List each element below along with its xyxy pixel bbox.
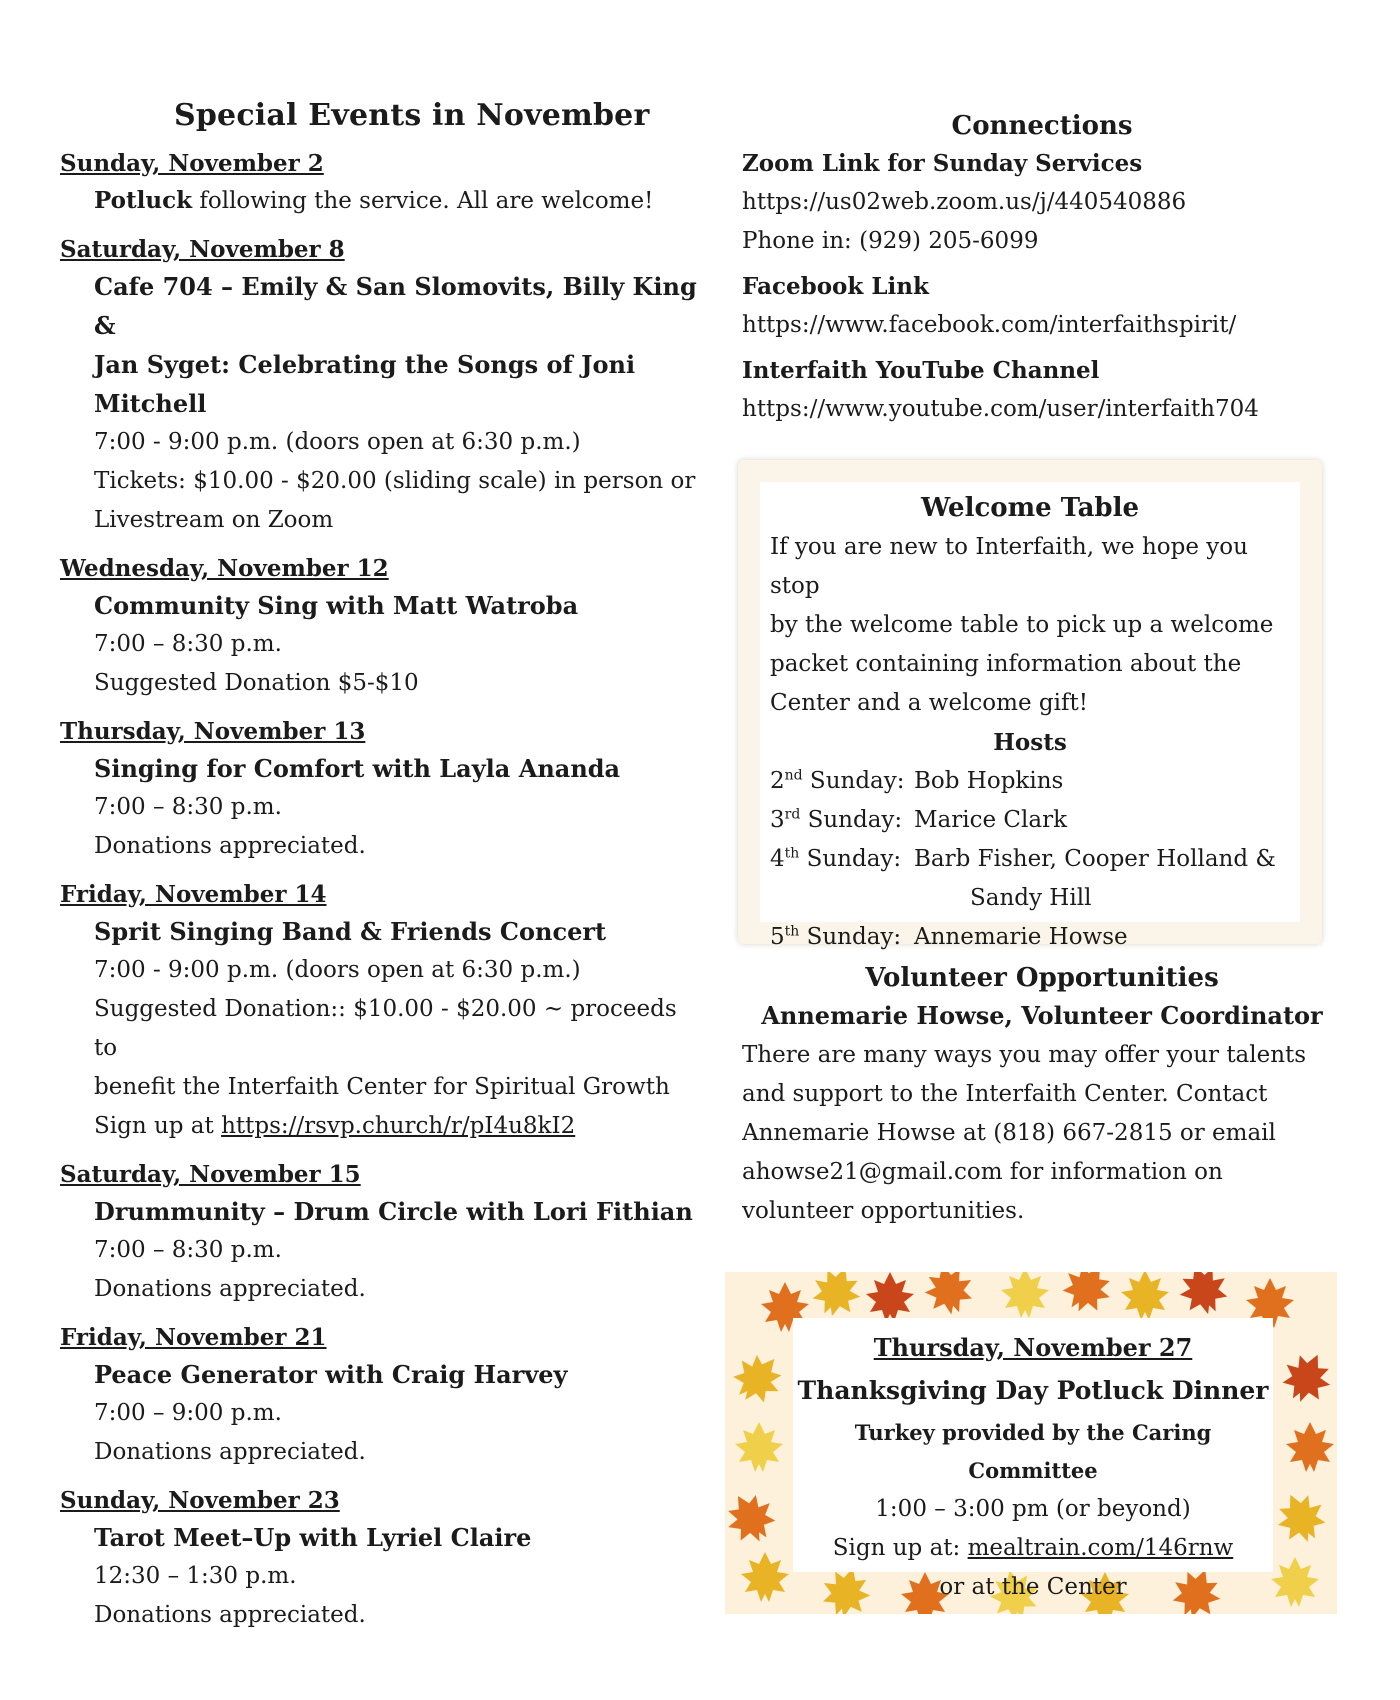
facebook-label: Facebook Link (742, 273, 929, 300)
thanksgiving-subtitle: Turkey provided by the Caring Committee (854, 1420, 1212, 1483)
event-note: Suggested Donation:: $10.00 - $20.00 ~ proceeds to (94, 996, 677, 1061)
event-time: 12:30 – 1:30 p.m. (94, 1563, 297, 1589)
event-time: 7:00 – 8:30 p.m. (94, 794, 282, 820)
welcome-table-box (738, 460, 1322, 950)
hosts-title: Hosts (993, 729, 1067, 756)
event-date: Saturday, November 15 (60, 1161, 361, 1188)
event-time: 7:00 – 8:30 p.m. (94, 1237, 282, 1263)
mealtrain-link[interactable]: mealtrain.com/146rnw (967, 1535, 1234, 1561)
event-item (60, 1158, 700, 1309)
event-time: 7:00 - 9:00 p.m. (doors open at 6:30 p.m.) (94, 957, 581, 983)
host-names: Bob Hopkins (914, 768, 1064, 794)
event-tickets: Tickets: $10.00 - $20.00 (sliding scale) in person or (94, 468, 696, 494)
thanksgiving-alt: or at the Center (939, 1574, 1127, 1600)
event-title: Community Sing with Matt Watroba (94, 591, 579, 620)
welcome-text-line: Center and a welcome gift! (770, 690, 1088, 716)
event-title: Sprit Singing Band & Friends Concert (94, 917, 607, 946)
welcome-text-line: If you are new to Interfaith, we hope you stop (770, 534, 1248, 599)
event-item (60, 552, 700, 703)
event-note: Donations appreciated. (94, 1439, 366, 1465)
event-signup: Sign up at https://rsvp.church/r/pI4u8kI2 (94, 1113, 576, 1139)
facebook-link[interactable]: https://www.facebook.com/interfaithspirit/ (742, 312, 1237, 338)
event-note: Donations appreciated. (94, 1276, 366, 1302)
host-row: 2nd Sunday: Bob Hopkins (770, 767, 1064, 794)
event-note: Donations appreciated. (94, 1602, 366, 1628)
event-time: 7:00 – 8:30 p.m. (94, 631, 282, 657)
event-item (60, 147, 700, 221)
special-events-column (60, 98, 700, 1647)
volunteer-title: Volunteer Opportunities (865, 963, 1219, 993)
event-title: Singing for Comfort with Layla Ananda (94, 754, 621, 783)
volunteer-email-line: ahowse21@gmail.com for information on (742, 1159, 1223, 1185)
volunteer-text-line: Annemarie Howse at (818) 667-2815 or email (742, 1120, 1276, 1146)
event-note: benefit the Interfaith Center for Spiritual Growth (94, 1074, 670, 1100)
youtube-label: Interfaith YouTube Channel (742, 357, 1100, 384)
event-description: Potluck following the service. All are welcome! (94, 187, 654, 214)
host-row: 4th Sunday: Barb Fisher, Cooper Holland & (770, 845, 1276, 872)
event-date: Thursday, November 13 (60, 718, 366, 745)
connections-section (742, 108, 1342, 435)
event-time: 7:00 – 9:00 p.m. (94, 1400, 282, 1426)
youtube-link[interactable]: https://www.youtube.com/user/interfaith704 (742, 396, 1259, 422)
event-time: 7:00 - 9:00 p.m. (doors open at 6:30 p.m.) (94, 429, 581, 455)
thanksgiving-date: Thursday, November 27 (873, 1333, 1193, 1362)
volunteer-text-line: There are many ways you may offer your talents (742, 1042, 1307, 1068)
connections-title: Connections (951, 111, 1133, 141)
event-item (60, 1484, 700, 1635)
event-title: Jan Syget: Celebrating the Songs of Joni Mitchell (94, 350, 636, 418)
volunteer-section (742, 960, 1342, 1231)
thanksgiving-flyer (725, 1272, 1337, 1614)
event-item (60, 878, 700, 1146)
thanksgiving-card (793, 1318, 1273, 1600)
event-note: Donations appreciated. (94, 833, 366, 859)
event-date: Wednesday, November 12 (60, 555, 389, 582)
volunteer-text-line: and support to the Interfaith Center. Contact (742, 1081, 1268, 1107)
welcome-text-line: packet containing information about the (770, 651, 1242, 677)
event-date: Friday, November 14 (60, 881, 327, 908)
event-date: Sunday, November 23 (60, 1487, 340, 1514)
thanksgiving-time: 1:00 – 3:00 pm (or beyond) (875, 1496, 1191, 1522)
event-title: Peace Generator with Craig Harvey (94, 1360, 568, 1389)
rsvp-link[interactable]: https://rsvp.church/r/pI4u8kI2 (221, 1113, 576, 1139)
event-date: Sunday, November 2 (60, 150, 324, 177)
phone-number: Phone in: (929) 205-6099 (742, 228, 1039, 254)
event-title: Tarot Meet–Up with Lyriel Claire (94, 1523, 532, 1552)
welcome-title: Welcome Table (920, 493, 1140, 523)
volunteer-text-line: volunteer opportunities. (742, 1198, 1025, 1224)
event-tickets: Livestream on Zoom (94, 507, 334, 533)
event-date: Saturday, November 8 (60, 236, 345, 263)
special-events-title: Special Events in November (174, 98, 650, 133)
zoom-link[interactable]: https://us02web.zoom.us/j/440540886 (742, 189, 1187, 215)
event-title: Cafe 704 – Emily & San Slomovits, Billy King & (94, 272, 697, 340)
thanksgiving-title: Thanksgiving Day Potluck Dinner (797, 1376, 1269, 1405)
event-item (60, 715, 700, 866)
volunteer-coordinator: Annemarie Howse, Volunteer Coordinator (761, 1001, 1323, 1030)
host-row: 5th Sunday: Annemarie Howse (770, 923, 1128, 950)
host-row: 3rd Sunday: Marice Clark (770, 806, 1068, 833)
host-names: Marice Clark (914, 807, 1068, 833)
event-title: Drummunity – Drum Circle with Lori Fithian (94, 1197, 693, 1226)
host-names: Barb Fisher, Cooper Holland & (914, 846, 1276, 872)
event-date: Friday, November 21 (60, 1324, 327, 1351)
zoom-label: Zoom Link for Sunday Services (742, 150, 1143, 177)
thanksgiving-signup: Sign up at: mealtrain.com/146rnw (832, 1535, 1234, 1561)
welcome-text-line: by the welcome table to pick up a welcome (770, 612, 1274, 638)
host-names: Annemarie Howse (914, 924, 1128, 950)
host-names-continued: Sandy Hill (970, 885, 1092, 911)
event-item (60, 1321, 700, 1472)
event-note: Suggested Donation $5-$10 (94, 670, 419, 696)
event-item (60, 233, 700, 540)
